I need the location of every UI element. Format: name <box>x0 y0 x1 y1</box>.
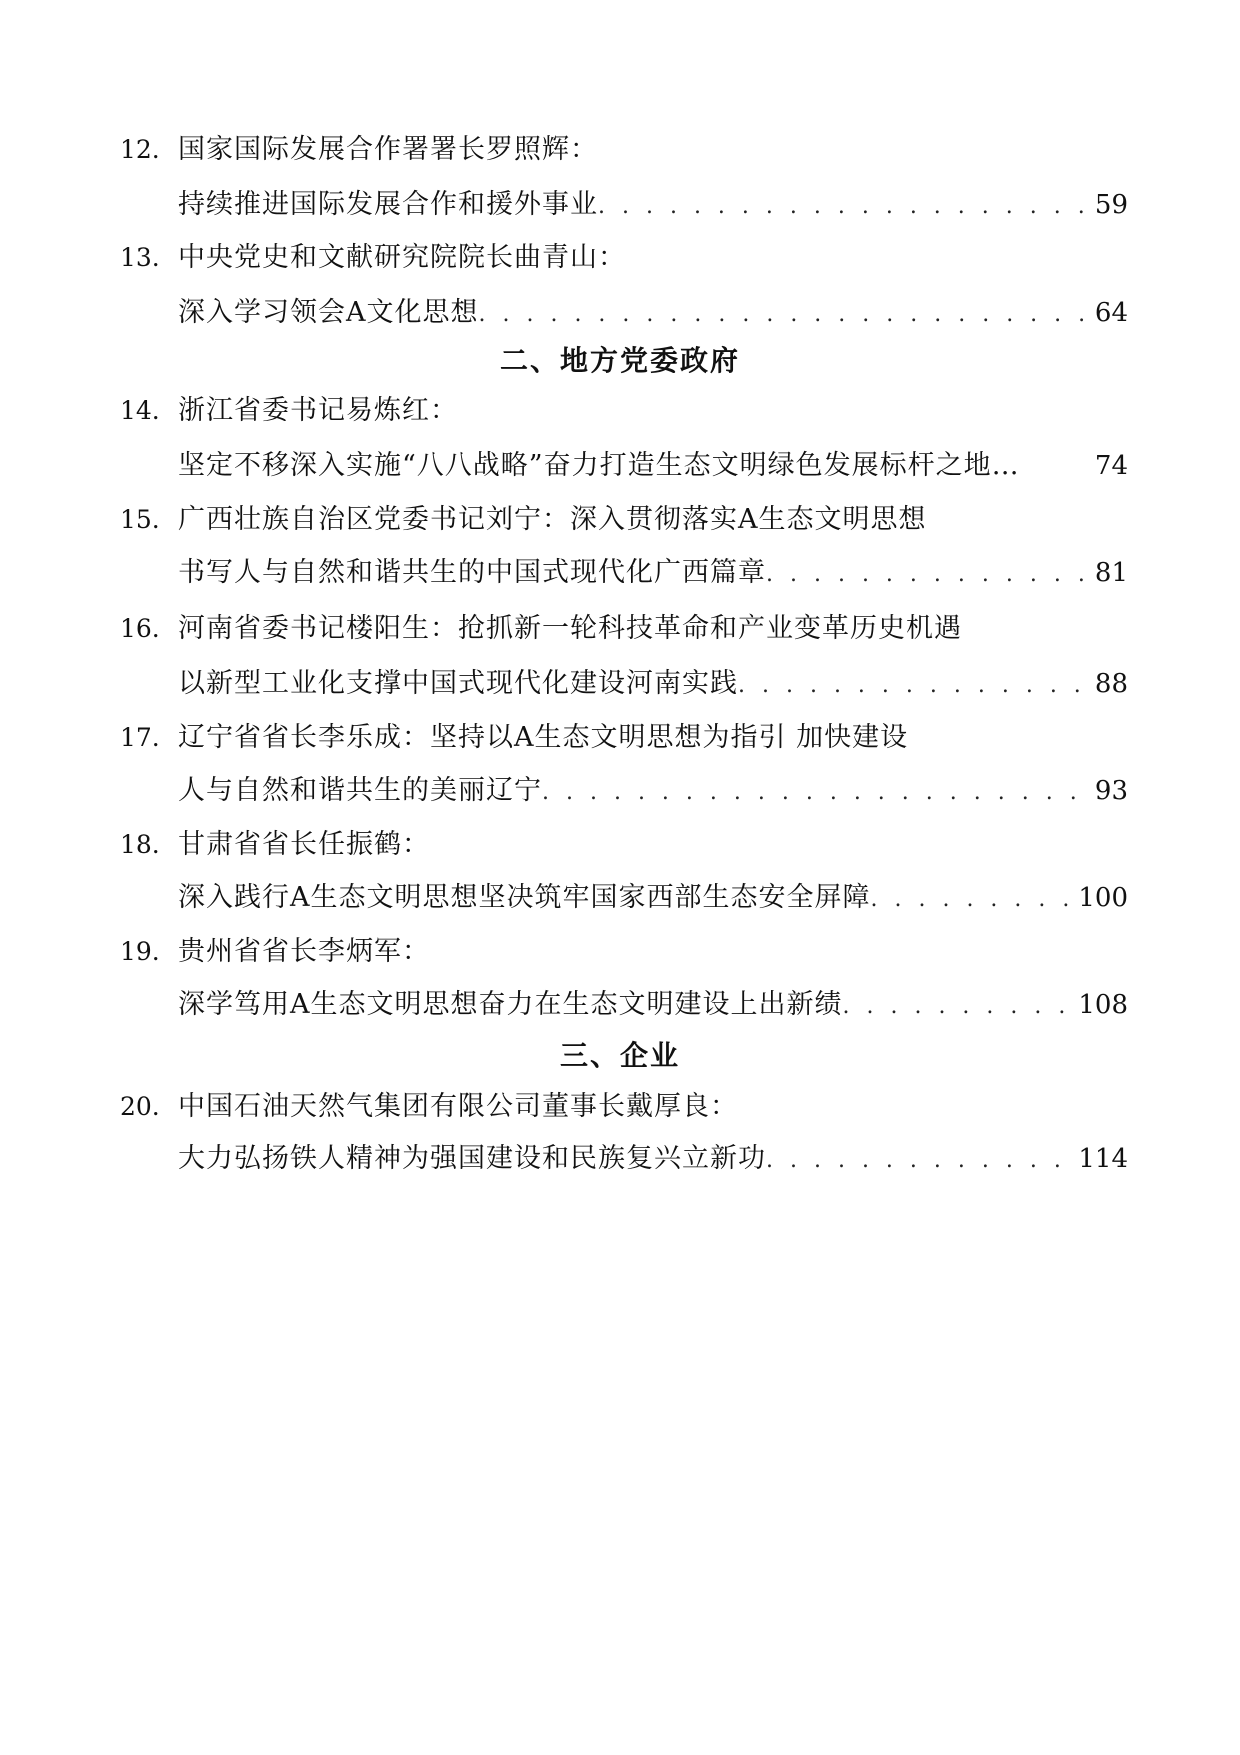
dot-leader <box>766 1135 1074 1187</box>
toc-entry-14-title-line <box>0 385 1240 437</box>
entry-page-number: 74 <box>1094 451 1128 481</box>
section-heading-enterprise: 三、企业 <box>559 1039 680 1072</box>
dot-leader <box>542 767 1091 819</box>
toc-entry-20-title-line <box>0 1081 1240 1133</box>
entry-title: 中央党史和文献研究院院长曲青山： <box>178 242 626 273</box>
entry-number: 16. <box>120 614 160 643</box>
entry-subtitle: 以新型工业化支撑中国式现代化建设河南实践 <box>178 668 738 699</box>
entry-number: 14. <box>120 396 160 425</box>
entry-number: 19. <box>120 937 160 966</box>
toc-entry-13-title-line <box>0 232 1240 284</box>
entry-title: 甘肃省省长任振鹤： <box>178 829 430 860</box>
entry-page-number: 64 <box>1094 298 1128 328</box>
toc-entry-18-title-line <box>0 819 1240 871</box>
toc-entry-16-subtitle-line <box>0 658 1240 710</box>
toc-entry-19-subtitle-line <box>0 979 1240 1031</box>
dot-leader <box>598 181 1091 233</box>
toc-entry-20-subtitle-line <box>0 1133 1240 1185</box>
toc-entry-17-title-line <box>0 712 1240 764</box>
entry-title: 河南省委书记楼阳生：抢抓新一轮科技革命和产业变革历史机遇 <box>178 613 962 644</box>
toc-entry-15-title-line <box>0 494 1240 546</box>
entry-title: 贵州省省长李炳军： <box>178 936 430 967</box>
section-heading-local: 二、地方党委政府 <box>499 344 740 377</box>
entry-subtitle: 深入践行A生态文明思想坚决筑牢国家西部生态安全屏障 <box>178 882 871 913</box>
toc-entry-15-subtitle-line <box>0 547 1240 599</box>
entry-title: 广西壮族自治区党委书记刘宁：深入贯彻落实A生态文明思想 <box>178 504 927 535</box>
dot-leader <box>738 660 1091 712</box>
entry-title: 国家国际发展合作署署长罗照辉： <box>178 134 598 165</box>
toc-entry-14-subtitle-line <box>0 440 1240 492</box>
toc-entry-12-title-line <box>0 124 1240 176</box>
entry-title: 浙江省委书记易炼红： <box>178 395 458 426</box>
toc-entry-12-subtitle-line <box>0 179 1240 231</box>
toc-entry-16-title-line <box>0 603 1240 655</box>
entry-subtitle: 持续推进国际发展合作和援外事业 <box>178 189 598 220</box>
entry-page-number: 114 <box>1078 1144 1128 1174</box>
entry-number: 20. <box>120 1092 160 1121</box>
entry-number: 15. <box>120 505 160 534</box>
dot-leader <box>843 981 1075 1033</box>
dot-leader <box>766 549 1091 601</box>
toc-entry-17-subtitle-line <box>0 765 1240 817</box>
toc-entry-13-subtitle-line <box>0 287 1240 339</box>
dot-leader <box>871 874 1075 926</box>
entry-subtitle: 大力弘扬铁人精神为强国建设和民族复兴立新功 <box>178 1143 766 1174</box>
entry-title: 辽宁省省长李乐成：坚持以A生态文明思想为指引 加快建设 <box>178 722 909 753</box>
entry-number: 13. <box>120 243 160 272</box>
entry-page-number: 59 <box>1094 190 1128 220</box>
entry-page-number: 81 <box>1094 558 1128 588</box>
entry-subtitle: 人与自然和谐共生的美丽辽宁 <box>178 775 542 806</box>
toc-entry-19-title-line <box>0 926 1240 978</box>
entry-subtitle: 坚定不移深入实施“八八战略”奋力打造生态文明绿色发展标杆之地… <box>178 450 1020 481</box>
entry-page-number: 100 <box>1078 883 1128 913</box>
entry-subtitle: 深学笃用A生态文明思想奋力在生态文明建设上出新绩 <box>178 989 843 1020</box>
entry-number: 12. <box>120 135 160 164</box>
toc-entry-18-subtitle-line <box>0 872 1240 924</box>
entry-title: 中国石油天然气集团有限公司董事长戴厚良： <box>178 1091 738 1122</box>
entry-number: 17. <box>120 723 160 752</box>
entry-subtitle: 书写人与自然和谐共生的中国式现代化广西篇章 <box>178 557 766 588</box>
entry-page-number: 108 <box>1078 990 1128 1020</box>
dot-leader <box>479 289 1091 341</box>
entry-subtitle: 深入学习领会A文化思想 <box>178 297 479 328</box>
entry-page-number: 88 <box>1094 669 1128 699</box>
entry-number: 18. <box>120 830 160 859</box>
entry-page-number: 93 <box>1094 776 1128 806</box>
